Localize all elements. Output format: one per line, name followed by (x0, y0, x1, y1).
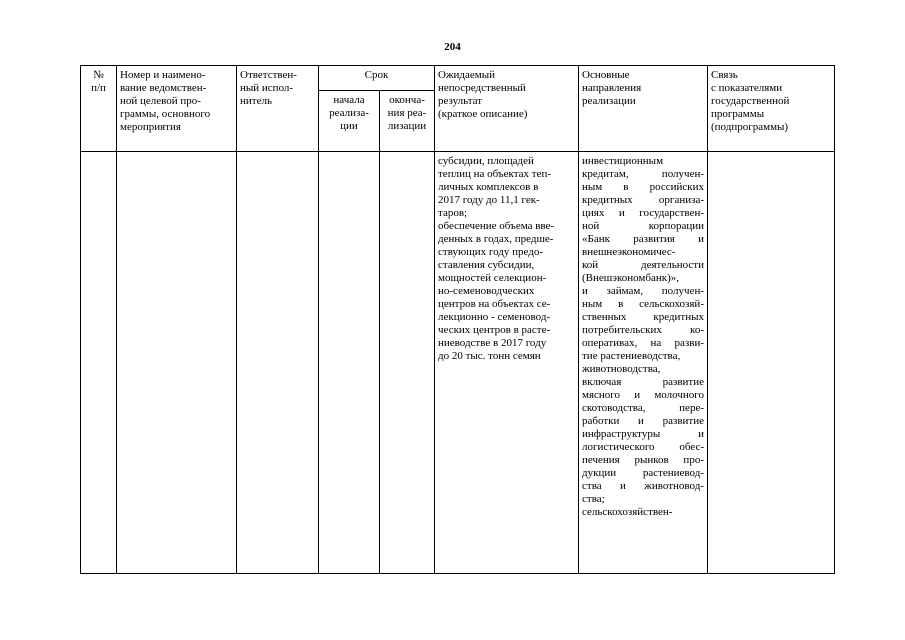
table-row (81, 152, 835, 574)
page-number: 204 (444, 41, 461, 53)
cell-executor (237, 152, 319, 574)
cell-link (708, 152, 835, 574)
cell-program (117, 152, 237, 574)
cell-directions: инвестиционным кредитам, получен- ным в российских кредитных организа- циях и государствен- ной корпорации «Банк развития и внешнеэкономичес- кой деятельности (Внешэкономбанк)», и займам, получен- ным в сельскохозяй- ственных кредитных потребительских ко- оперативах, на разви- тие растениеводства, животноводства, включая развитие мясного и молочного скотоводства, пере- работки и развитие инфраструктуры и логистического обес- печения рынков про- дукции растениевод- ства и животновод- ства; сельскохозяйствен- (579, 152, 708, 574)
header-executor: Ответствен- ный испол- нитель (237, 66, 319, 152)
cell-term-end (380, 152, 435, 574)
header-term-end: оконча- ния реа- лизации (380, 91, 435, 152)
header-link: Связь с показателями государственной программы (подпрограммы) (708, 66, 835, 152)
header-num: № п/п (81, 66, 117, 152)
cell-term-start (319, 152, 380, 574)
header-directions: Основные направления реализации (579, 66, 708, 152)
header-term-start: начала реализа- ции (319, 91, 380, 152)
header-result: Ожидаемый непосредственный результат (краткое описание) (435, 66, 579, 152)
header-program: Номер и наимено- вание ведомствен- ной целевой про- граммы, основного мероприятия (117, 66, 237, 152)
header-term: Срок (319, 66, 435, 91)
cell-num (81, 152, 117, 574)
header-row-1 (81, 66, 835, 91)
cell-result: субсидии, площадей теплиц на объектах теп- личных комплексов в 2017 году до 11,1 гек- таров; обеспечение объема вве- денных в годах, предше- ствующих году предо- ставления субсидии, мощностей селекцион- но-семеноводческих центров на объектах се- лекционно - семеновод- ческих центров в расте- ниеводстве в 2017 году до 20 тыс. тонн семян (435, 152, 579, 574)
program-table (80, 65, 835, 574)
